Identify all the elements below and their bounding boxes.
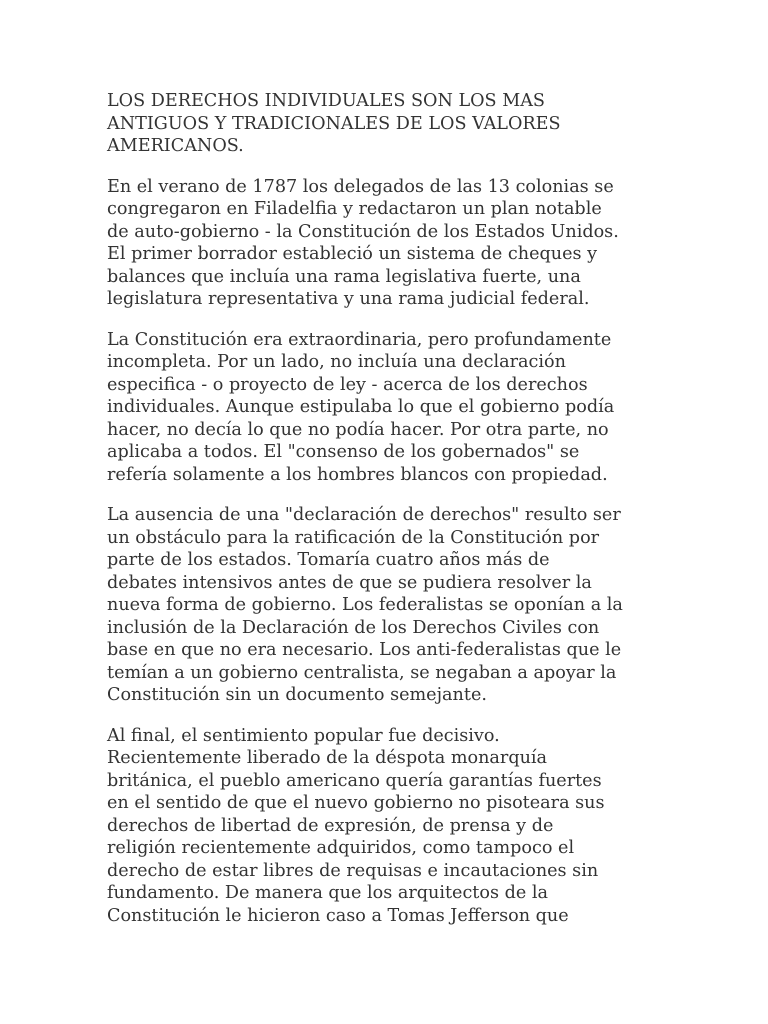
paragraph-1: En el verano de 1787 los delegados de las 13 colonias se congregaron en Filadelfia y redactaron un plan notable de auto-gobierno - la Constitución de los Estados Unidos. El primer borrador estableció un sistema de cheques y balances que incluía una rama legislativa fuerte, una legislatura representativa y una rama judicial federal. (107, 176, 619, 309)
paragraph-3: La ausencia de una "declaración de derechos" resulto ser un obstáculo para la ratificación de la Constitución por parte de los estados. Tomaría cuatro años más de debates intensivos antes de que se pudiera resolver la nueva forma de gobierno. Los federalistas se oponían a la inclusión de la Declaración de los Derechos Civiles con base en que no era necesario. Los anti-federalistas que le temían a un gobierno centralista, se negaban a apoyar la Constitución sin un documento semejante. (107, 505, 623, 705)
paragraph-4: Al final, el sentimiento popular fue decisivo. Recientemente liberado de la déspota monarquía británica, el pueblo americano quería garantías fuertes en el sentido de que el nuevo gobierno no pisoteara sus derechos de libertad de expresión, de prensa y de religión recientemente adquiridos, como tampoco el derecho de estar libres de requisas e incautaciones sin fundamento. De manera que los arquitectos de la Constitución le hicieron caso a Tomas Jefferson que (107, 725, 605, 926)
paragraph-2: La Constitución era extraordinaria, pero profundamente incompleta. Por un lado, no incluía una declaración especifica - o proyecto de ley - acerca de los derechos individuales. Aunque estipulaba lo que el gobierno podía hacer, no decía lo que no podía hacer. Por otra parte, no aplicaba a todos. El "consenso de los gobernados" se refería solamente a los hombres blancos con propiedad. (107, 329, 615, 485)
document-heading: LOS DERECHOS INDIVIDUALES SON LOS MAS ANTIGUOS Y TRADICIONALES DE LOS VALORES AMERICANOS. (107, 91, 561, 156)
